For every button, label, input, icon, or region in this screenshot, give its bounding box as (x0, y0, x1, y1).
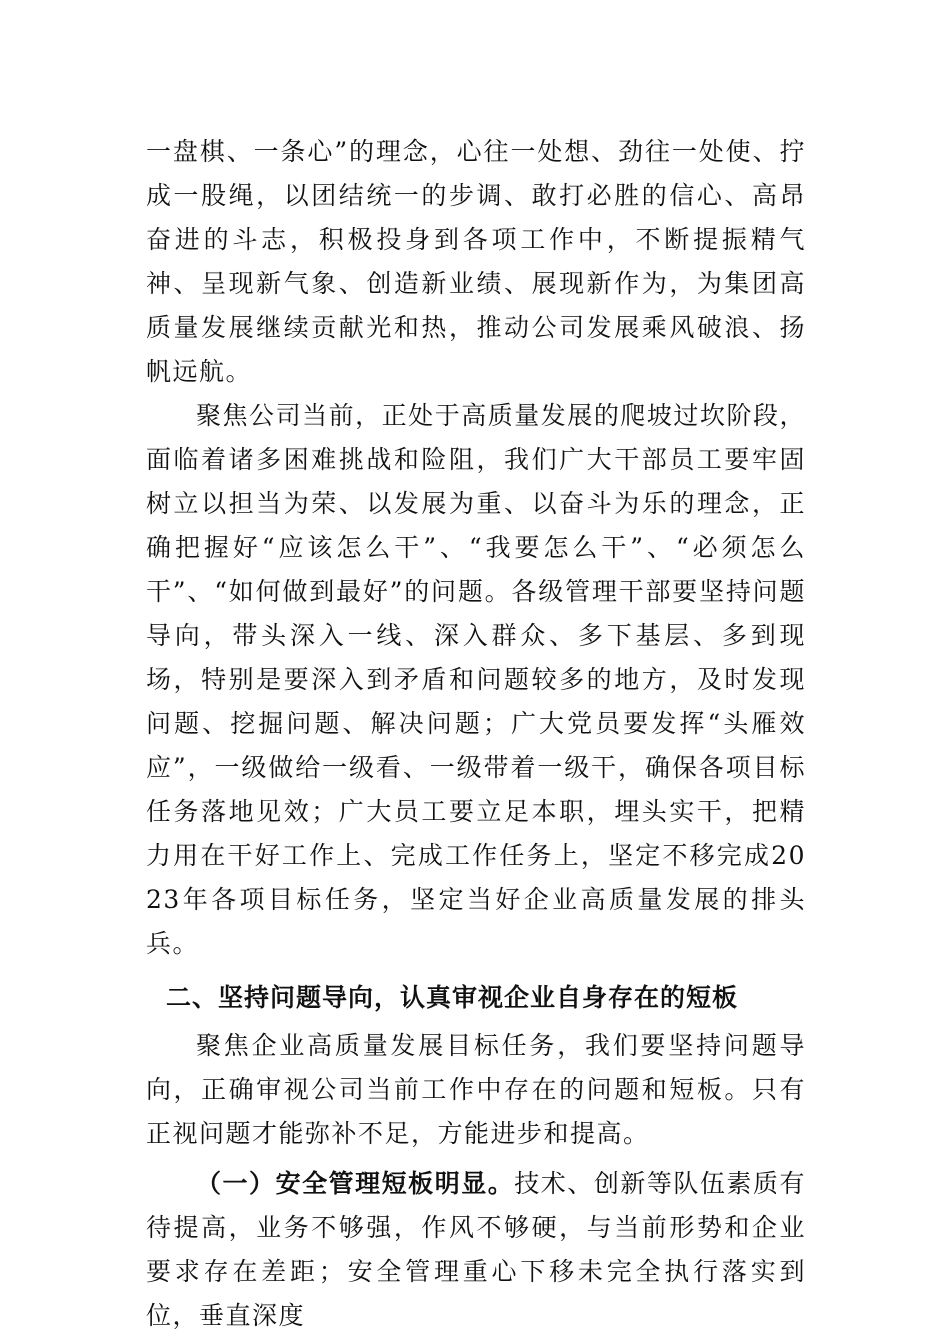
subsection-title: （一）安全管理短板明显。 (196, 1169, 515, 1198)
subsection-text: 技术、创新等队伍素质有待提高，业务不够强，作风不够硬，与当前形势和企业要求存在差距；安全管理重心下移未完全执行落实到位，垂直深度 (146, 1169, 806, 1330)
section-heading: 二、坚持问题导向，认真审视企业自身存在的短板 (166, 983, 739, 1012)
paragraph-focus-enterprise: 聚焦企业高质量发展目标任务，我们要坚持问题导向，正确审视公司当前工作中存在的问题和短板。只有正视问题才能弥补不足，方能进步和提高。 (146, 1031, 806, 1148)
paragraph-safety (146, 1162, 806, 1338)
paragraph-continued: 一盘棋、一条心”的理念，心往一处想、劲往一处使、拧成一股绳，以团结统一的步调、敢打必胜的信心、高昂奋进的斗志，积极投身到各项工作中，不断提振精气神、呈现新气象、创造新业绩、展现新作为，为集团高质量发展继续贡献光和热，推动公司发展乘风破浪、扬帆远航。 (146, 137, 806, 386)
paragraph-focus-company: 聚焦公司当前，正处于高质量发展的爬坡过坎阶段，面临着诸多困难挑战和险阻，我们广大干部员工要牢固树立以担当为荣、以发展为重、以奋斗为乐的理念，正确把握好“应该怎么干”、“我要怎么干”、“必须怎么干”、“如何做到最好”的问题。各级管理干部要坚持问题导向，带头深入一线、深入群众、多下基层、多到现场，特别是要深入到矛盾和问题较多的地方，及时发现问题、挖掘问题、解决问题；广大党员要发挥“头雁效应”，一级做给一级看、一级带着一级干，确保各项目标任务落地见效；广大员工要立足本职，埋头实干，把精力用在干好工作上、完成工作任务上，坚定不移完成2023年各项目标任务，坚定当好企业高质量发展的排头兵。 (146, 401, 806, 958)
document-body (146, 130, 806, 1338)
